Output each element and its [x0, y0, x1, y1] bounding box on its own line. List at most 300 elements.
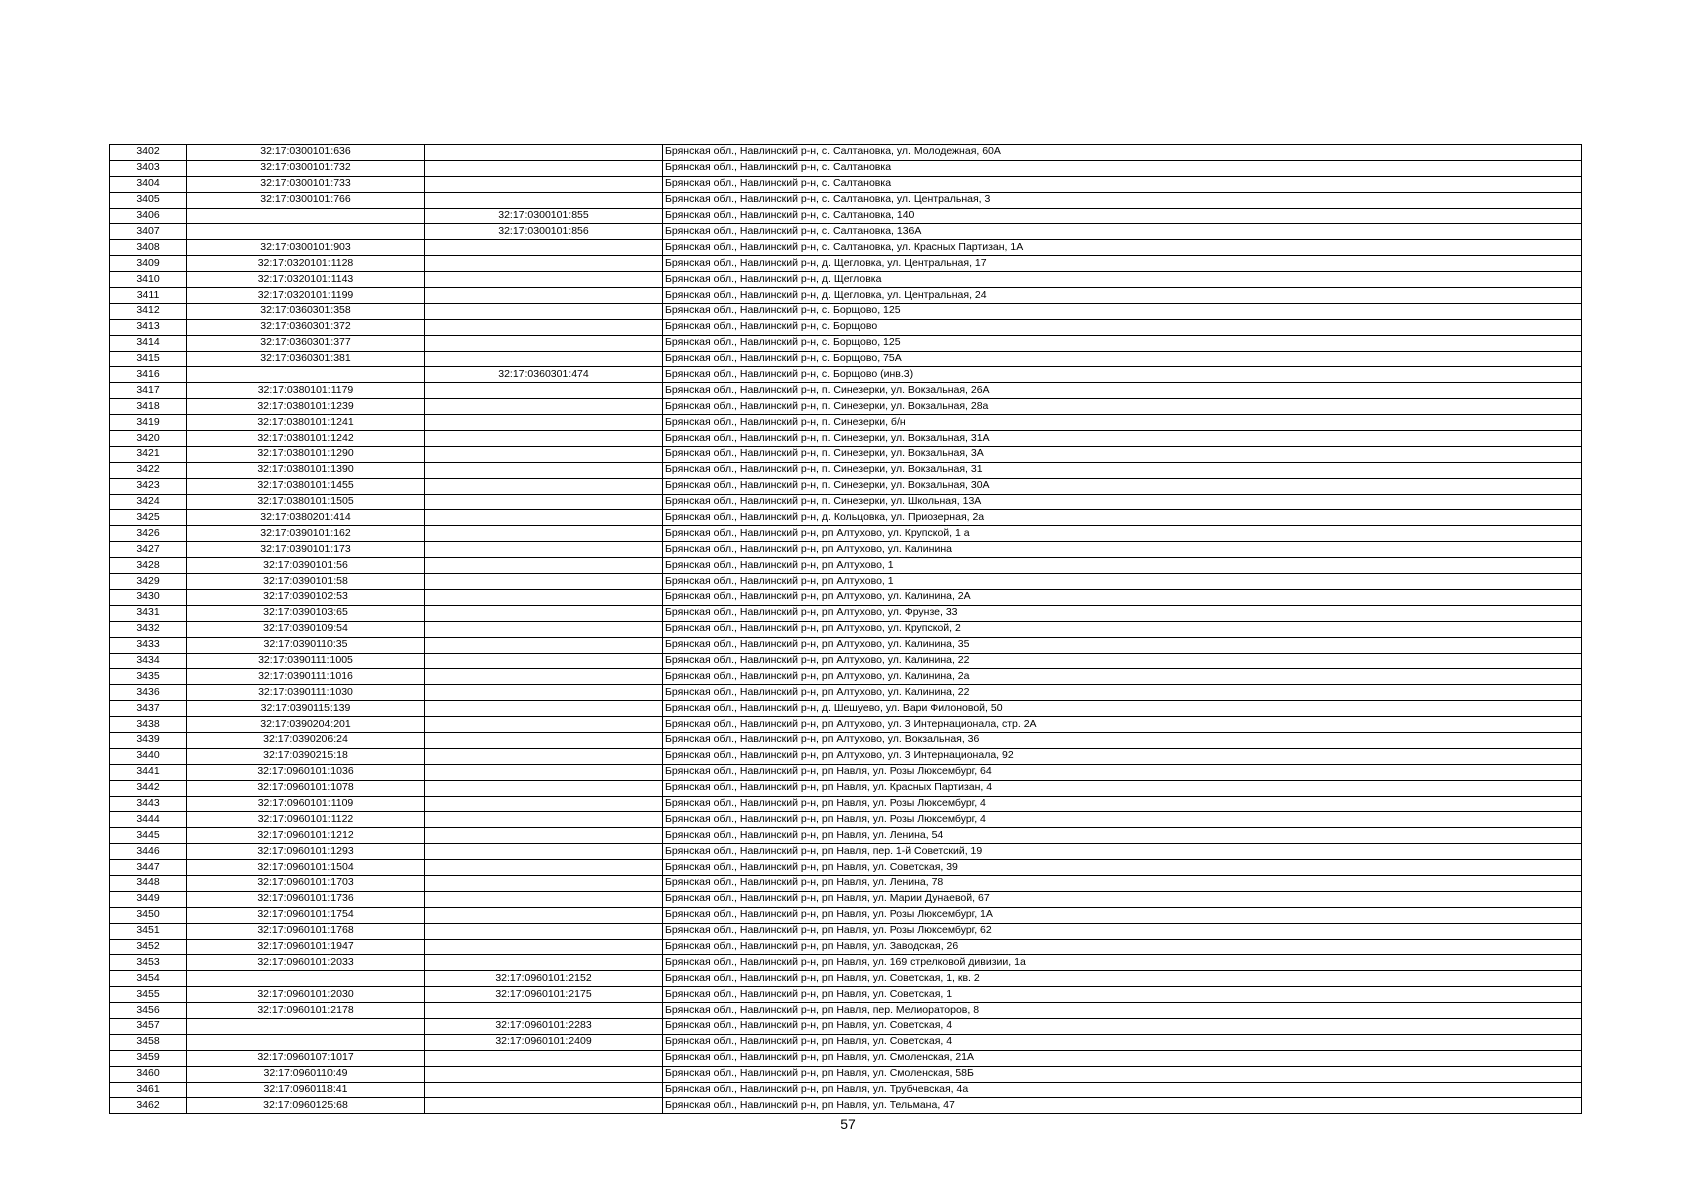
table-row	[110, 605, 1582, 621]
address-cell: Брянская обл., Навлинский р-н, с. Борщово, 75А	[663, 351, 1582, 367]
cadastral-number-secondary-cell	[425, 462, 663, 478]
cadastral-number-cell: 32:17:0390101:56	[187, 558, 425, 574]
row-number-cell: 3461	[110, 1082, 187, 1098]
page-number: 57	[840, 1116, 856, 1132]
table-row	[110, 574, 1582, 590]
cadastral-number-secondary-cell	[425, 748, 663, 764]
cadastral-number-cell: 32:17:0380101:1242	[187, 431, 425, 447]
table-row	[110, 621, 1582, 637]
row-number-cell: 3453	[110, 955, 187, 971]
cadastral-number-cell: 32:17:0960101:1768	[187, 923, 425, 939]
address-cell: Брянская обл., Навлинский р-н, п. Синезерки, ул. Вокзальная, 31	[663, 462, 1582, 478]
address-cell: Брянская обл., Навлинский р-н, рп Навля, ул. Тельмана, 47	[663, 1098, 1582, 1114]
cadastral-number-cell: 32:17:0320101:1128	[187, 256, 425, 272]
row-number-cell: 3434	[110, 653, 187, 669]
address-cell: Брянская обл., Навлинский р-н, рп Навля, ул. Розы Люксембург, 4	[663, 812, 1582, 828]
table-row	[110, 637, 1582, 653]
address-cell: Брянская обл., Навлинский р-н, с. Борщово, 125	[663, 335, 1582, 351]
row-number-cell: 3422	[110, 462, 187, 478]
cadastral-number-cell: 32:17:0960101:1293	[187, 844, 425, 860]
address-cell: Брянская обл., Навлинский р-н, рп Алтухово, ул. Калинина, 35	[663, 637, 1582, 653]
table-row	[110, 685, 1582, 701]
cadastral-number-cell: 32:17:0390101:58	[187, 574, 425, 590]
cadastral-number-secondary-cell	[425, 160, 663, 176]
table-row	[110, 812, 1582, 828]
row-number-cell: 3432	[110, 621, 187, 637]
address-cell: Брянская обл., Навлинский р-н, рп Навля, ул. Смоленская, 58Б	[663, 1066, 1582, 1082]
cadastral-number-cell: 32:17:0390204:201	[187, 717, 425, 733]
row-number-cell: 3429	[110, 574, 187, 590]
address-cell: Брянская обл., Навлинский р-н, рп Навля, ул. Смоленская, 21А	[663, 1050, 1582, 1066]
cadastral-number-secondary-cell	[425, 192, 663, 208]
row-number-cell: 3430	[110, 589, 187, 605]
row-number-cell: 3425	[110, 510, 187, 526]
cadastral-number-secondary-cell	[425, 637, 663, 653]
table-row	[110, 780, 1582, 796]
table-row	[110, 1050, 1582, 1066]
row-number-cell: 3403	[110, 160, 187, 176]
cadastral-number-cell: 32:17:0960101:1703	[187, 875, 425, 891]
cadastral-number-cell: 32:17:0960101:2033	[187, 955, 425, 971]
row-number-cell: 3406	[110, 208, 187, 224]
cadastral-number-cell: 32:17:0390111:1030	[187, 685, 425, 701]
row-number-cell: 3408	[110, 240, 187, 256]
table-row	[110, 192, 1582, 208]
address-cell: Брянская обл., Навлинский р-н, рп Навля, ул. Розы Люксембург, 64	[663, 764, 1582, 780]
cadastral-number-cell: 32:17:0320101:1199	[187, 288, 425, 304]
address-cell: Брянская обл., Навлинский р-н, рп Навля, ул. Заводская, 26	[663, 939, 1582, 955]
row-number-cell: 3418	[110, 399, 187, 415]
table-row	[110, 860, 1582, 876]
cadastral-number-cell: 32:17:0300101:732	[187, 160, 425, 176]
row-number-cell: 3413	[110, 319, 187, 335]
cadastral-number-secondary-cell: 32:17:0960101:2152	[425, 971, 663, 987]
table-row	[110, 1034, 1582, 1050]
row-number-cell: 3409	[110, 256, 187, 272]
row-number-cell: 3414	[110, 335, 187, 351]
table-row	[110, 367, 1582, 383]
table-row	[110, 939, 1582, 955]
address-cell: Брянская обл., Навлинский р-н, рп Навля, пер. 1-й Советский, 19	[663, 844, 1582, 860]
row-number-cell: 3436	[110, 685, 187, 701]
table-row	[110, 764, 1582, 780]
row-number-cell: 3424	[110, 494, 187, 510]
cadastral-number-secondary-cell	[425, 145, 663, 161]
cadastral-number-cell: 32:17:0390115:139	[187, 701, 425, 717]
row-number-cell: 3440	[110, 748, 187, 764]
row-number-cell: 3458	[110, 1034, 187, 1050]
row-number-cell: 3412	[110, 303, 187, 319]
table-row	[110, 335, 1582, 351]
address-cell: Брянская обл., Навлинский р-н, рп Навля, ул. Марии Дунаевой, 67	[663, 891, 1582, 907]
row-number-cell: 3448	[110, 875, 187, 891]
table-row	[110, 558, 1582, 574]
cadastral-number-secondary-cell	[425, 303, 663, 319]
table-row	[110, 272, 1582, 288]
cadastral-number-cell: 32:17:0960101:1078	[187, 780, 425, 796]
cadastral-number-cell: 32:17:0360301:372	[187, 319, 425, 335]
address-cell: Брянская обл., Навлинский р-н, рп Алтухово, ул. Калинина	[663, 542, 1582, 558]
cadastral-number-secondary-cell	[425, 319, 663, 335]
row-number-cell: 3443	[110, 796, 187, 812]
row-number-cell: 3445	[110, 828, 187, 844]
cadastral-number-cell	[187, 971, 425, 987]
address-cell: Брянская обл., Навлинский р-н, с. Салтановка, 136А	[663, 224, 1582, 240]
table-row	[110, 303, 1582, 319]
table-row	[110, 462, 1582, 478]
property-registry-table	[109, 144, 1582, 1114]
cadastral-number-secondary-cell	[425, 176, 663, 192]
address-cell: Брянская обл., Навлинский р-н, д. Щегловка	[663, 272, 1582, 288]
cadastral-number-cell: 32:17:0380101:1505	[187, 494, 425, 510]
row-number-cell: 3423	[110, 478, 187, 494]
cadastral-number-secondary-cell	[425, 446, 663, 462]
cadastral-number-cell: 32:17:0360301:381	[187, 351, 425, 367]
row-number-cell: 3456	[110, 1003, 187, 1019]
cadastral-number-secondary-cell	[425, 701, 663, 717]
cadastral-number-cell: 32:17:0960107:1017	[187, 1050, 425, 1066]
row-number-cell: 3438	[110, 717, 187, 733]
cadastral-number-cell: 32:17:0390215:18	[187, 748, 425, 764]
table-row	[110, 240, 1582, 256]
cadastral-number-secondary-cell	[425, 1098, 663, 1114]
address-cell: Брянская обл., Навлинский р-н, п. Синезерки, б/н	[663, 415, 1582, 431]
table-row	[110, 844, 1582, 860]
cadastral-number-cell: 32:17:0390111:1016	[187, 669, 425, 685]
address-cell: Брянская обл., Навлинский р-н, д. Щегловка, ул. Центральная, 24	[663, 288, 1582, 304]
row-number-cell: 3450	[110, 907, 187, 923]
cadastral-number-secondary-cell	[425, 939, 663, 955]
row-number-cell: 3431	[110, 605, 187, 621]
row-number-cell: 3427	[110, 542, 187, 558]
table-row	[110, 319, 1582, 335]
cadastral-number-secondary-cell	[425, 828, 663, 844]
cadastral-number-cell: 32:17:0960101:1504	[187, 860, 425, 876]
table-row	[110, 526, 1582, 542]
cadastral-number-secondary-cell	[425, 399, 663, 415]
cadastral-number-cell: 32:17:0380101:1241	[187, 415, 425, 431]
row-number-cell: 3439	[110, 732, 187, 748]
cadastral-number-cell: 32:17:0960101:1212	[187, 828, 425, 844]
row-number-cell: 3421	[110, 446, 187, 462]
cadastral-number-cell: 32:17:0390109:54	[187, 621, 425, 637]
cadastral-number-secondary-cell	[425, 478, 663, 494]
cadastral-number-cell: 32:17:0390102:53	[187, 589, 425, 605]
row-number-cell: 3417	[110, 383, 187, 399]
table-row	[110, 1066, 1582, 1082]
cadastral-number-cell: 32:17:0380101:1455	[187, 478, 425, 494]
table-row	[110, 1082, 1582, 1098]
cadastral-number-secondary-cell	[425, 717, 663, 733]
row-number-cell: 3404	[110, 176, 187, 192]
cadastral-number-secondary-cell	[425, 653, 663, 669]
cadastral-number-secondary-cell	[425, 415, 663, 431]
table-row	[110, 224, 1582, 240]
table-row	[110, 1003, 1582, 1019]
address-cell: Брянская обл., Навлинский р-н, рп Навля, ул. Розы Люксембург, 4	[663, 796, 1582, 812]
cadastral-number-cell: 32:17:0360301:377	[187, 335, 425, 351]
table-row	[110, 256, 1582, 272]
address-cell: Брянская обл., Навлинский р-н, рп Навля, ул. Советская, 1	[663, 987, 1582, 1003]
cadastral-number-secondary-cell	[425, 875, 663, 891]
address-cell: Брянская обл., Навлинский р-н, рп Алтухово, ул. Калинина, 2А	[663, 589, 1582, 605]
address-cell: Брянская обл., Навлинский р-н, рп Алтухово, ул. 3 Интернационала, 92	[663, 748, 1582, 764]
address-cell: Брянская обл., Навлинский р-н, п. Синезерки, ул. Вокзальная, 26А	[663, 383, 1582, 399]
cadastral-number-cell: 32:17:0320101:1143	[187, 272, 425, 288]
address-cell: Брянская обл., Навлинский р-н, с. Борщово (инв.3)	[663, 367, 1582, 383]
address-cell: Брянская обл., Навлинский р-н, рп Навля, пер. Мелиораторов, 8	[663, 1003, 1582, 1019]
row-number-cell: 3407	[110, 224, 187, 240]
cadastral-number-secondary-cell	[425, 621, 663, 637]
address-cell: Брянская обл., Навлинский р-н, с. Салтановка, 140	[663, 208, 1582, 224]
table-row	[110, 589, 1582, 605]
cadastral-number-cell: 32:17:0390103:65	[187, 605, 425, 621]
cadastral-number-cell: 32:17:0390101:173	[187, 542, 425, 558]
cadastral-number-secondary-cell	[425, 1082, 663, 1098]
table-row	[110, 208, 1582, 224]
address-cell: Брянская обл., Навлинский р-н, с. Салтановка	[663, 176, 1582, 192]
cadastral-number-cell: 32:17:0960125:68	[187, 1098, 425, 1114]
cadastral-number-cell: 32:17:0380101:1179	[187, 383, 425, 399]
address-cell: Брянская обл., Навлинский р-н, с. Салтановка, ул. Центральная, 3	[663, 192, 1582, 208]
cadastral-number-cell: 32:17:0960101:2030	[187, 987, 425, 1003]
table-row	[110, 923, 1582, 939]
cadastral-number-secondary-cell	[425, 796, 663, 812]
table-row	[110, 431, 1582, 447]
table-row	[110, 145, 1582, 161]
row-number-cell: 3410	[110, 272, 187, 288]
table-row	[110, 955, 1582, 971]
cadastral-number-secondary-cell	[425, 558, 663, 574]
address-cell: Брянская обл., Навлинский р-н, рп Алтухово, 1	[663, 558, 1582, 574]
row-number-cell: 3402	[110, 145, 187, 161]
address-cell: Брянская обл., Навлинский р-н, с. Борщово	[663, 319, 1582, 335]
cadastral-number-secondary-cell: 32:17:0360301:474	[425, 367, 663, 383]
address-cell: Брянская обл., Навлинский р-н, д. Щегловка, ул. Центральная, 17	[663, 256, 1582, 272]
cadastral-number-secondary-cell: 32:17:0960101:2283	[425, 1018, 663, 1034]
cadastral-number-secondary-cell	[425, 272, 663, 288]
address-cell: Брянская обл., Навлинский р-н, рп Навля, ул. Ленина, 54	[663, 828, 1582, 844]
cadastral-number-secondary-cell	[425, 1066, 663, 1082]
cadastral-number-cell: 32:17:0960101:1754	[187, 907, 425, 923]
table-row	[110, 732, 1582, 748]
cadastral-number-secondary-cell	[425, 494, 663, 510]
address-cell: Брянская обл., Навлинский р-н, рп Навля, ул. Розы Люксембург, 1А	[663, 907, 1582, 923]
row-number-cell: 3426	[110, 526, 187, 542]
row-number-cell: 3447	[110, 860, 187, 876]
table-row	[110, 828, 1582, 844]
address-cell: Брянская обл., Навлинский р-н, с. Салтановка, ул. Молодежная, 60А	[663, 145, 1582, 161]
cadastral-number-secondary-cell	[425, 256, 663, 272]
cadastral-number-secondary-cell: 32:17:0300101:856	[425, 224, 663, 240]
cadastral-number-secondary-cell	[425, 860, 663, 876]
table-row	[110, 383, 1582, 399]
cadastral-number-cell	[187, 1034, 425, 1050]
address-cell: Брянская обл., Навлинский р-н, с. Салтановка	[663, 160, 1582, 176]
address-cell: Брянская обл., Навлинский р-н, рп Алтухово, ул. Калинина, 22	[663, 653, 1582, 669]
address-cell: Брянская обл., Навлинский р-н, п. Синезерки, ул. Вокзальная, 28а	[663, 399, 1582, 415]
cadastral-number-secondary-cell	[425, 431, 663, 447]
cadastral-number-cell	[187, 208, 425, 224]
address-cell: Брянская обл., Навлинский р-н, д. Кольцовка, ул. Приозерная, 2а	[663, 510, 1582, 526]
table-row	[110, 160, 1582, 176]
cadastral-number-secondary-cell	[425, 351, 663, 367]
cadastral-number-cell: 32:17:0300101:733	[187, 176, 425, 192]
table-row	[110, 1018, 1582, 1034]
address-cell: Брянская обл., Навлинский р-н, д. Шешуево, ул. Вари Филоновой, 50	[663, 701, 1582, 717]
cadastral-number-secondary-cell	[425, 764, 663, 780]
table-row	[110, 446, 1582, 462]
address-cell: Брянская обл., Навлинский р-н, п. Синезерки, ул. Вокзальная, 30А	[663, 478, 1582, 494]
address-cell: Брянская обл., Навлинский р-н, рп Алтухово, ул. Калинина, 2а	[663, 669, 1582, 685]
cadastral-number-cell: 32:17:0380101:1290	[187, 446, 425, 462]
address-cell: Брянская обл., Навлинский р-н, рп Навля, ул. Советская, 1, кв. 2	[663, 971, 1582, 987]
row-number-cell: 3420	[110, 431, 187, 447]
address-cell: Брянская обл., Навлинский р-н, п. Синезерки, ул. Вокзальная, 3А	[663, 446, 1582, 462]
table-row	[110, 176, 1582, 192]
cadastral-number-secondary-cell	[425, 240, 663, 256]
table-row	[110, 510, 1582, 526]
cadastral-number-secondary-cell: 32:17:0960101:2409	[425, 1034, 663, 1050]
cadastral-number-cell: 32:17:0300101:636	[187, 145, 425, 161]
cadastral-number-secondary-cell	[425, 669, 663, 685]
table-row	[110, 1098, 1582, 1114]
cadastral-number-secondary-cell	[425, 335, 663, 351]
address-cell: Брянская обл., Навлинский р-н, п. Синезерки, ул. Школьная, 13А	[663, 494, 1582, 510]
cadastral-number-cell: 32:17:0960101:1122	[187, 812, 425, 828]
cadastral-number-cell: 32:17:0960101:1036	[187, 764, 425, 780]
row-number-cell: 3419	[110, 415, 187, 431]
row-number-cell: 3457	[110, 1018, 187, 1034]
table-row	[110, 987, 1582, 1003]
cadastral-number-secondary-cell	[425, 589, 663, 605]
row-number-cell: 3452	[110, 939, 187, 955]
cadastral-number-cell	[187, 1018, 425, 1034]
cadastral-number-secondary-cell	[425, 574, 663, 590]
table-row	[110, 748, 1582, 764]
cadastral-number-secondary-cell	[425, 844, 663, 860]
address-cell: Брянская обл., Навлинский р-н, рп Алтухово, ул. Калинина, 22	[663, 685, 1582, 701]
cadastral-number-cell: 32:17:0960101:1736	[187, 891, 425, 907]
cadastral-number-secondary-cell: 32:17:0300101:855	[425, 208, 663, 224]
cadastral-number-secondary-cell	[425, 891, 663, 907]
cadastral-number-cell: 32:17:0960118:41	[187, 1082, 425, 1098]
cadastral-number-cell: 32:17:0960101:1947	[187, 939, 425, 955]
cadastral-number-secondary-cell	[425, 780, 663, 796]
cadastral-number-secondary-cell	[425, 288, 663, 304]
cadastral-number-cell	[187, 367, 425, 383]
cadastral-number-secondary-cell	[425, 1003, 663, 1019]
address-cell: Брянская обл., Навлинский р-н, рп Навля, ул. Советская, 4	[663, 1018, 1582, 1034]
cadastral-number-secondary-cell	[425, 510, 663, 526]
table-row	[110, 494, 1582, 510]
row-number-cell: 3444	[110, 812, 187, 828]
address-cell: Брянская обл., Навлинский р-н, рп Навля, ул. Советская, 4	[663, 1034, 1582, 1050]
table-row	[110, 415, 1582, 431]
cadastral-number-secondary-cell	[425, 812, 663, 828]
table-row	[110, 796, 1582, 812]
address-cell: Брянская обл., Навлинский р-н, с. Салтановка, ул. Красных Партизан, 1А	[663, 240, 1582, 256]
cadastral-number-secondary-cell	[425, 542, 663, 558]
address-cell: Брянская обл., Навлинский р-н, рп Алтухово, ул. Крупской, 2	[663, 621, 1582, 637]
table-row	[110, 907, 1582, 923]
table-row	[110, 399, 1582, 415]
cadastral-number-cell: 32:17:0960101:1109	[187, 796, 425, 812]
registry-table-body	[110, 145, 1582, 1114]
row-number-cell: 3416	[110, 367, 187, 383]
table-row	[110, 701, 1582, 717]
cadastral-number-cell: 32:17:0390111:1005	[187, 653, 425, 669]
cadastral-number-secondary-cell	[425, 526, 663, 542]
row-number-cell: 3455	[110, 987, 187, 1003]
cadastral-number-cell: 32:17:0390101:162	[187, 526, 425, 542]
row-number-cell: 3435	[110, 669, 187, 685]
cadastral-number-cell: 32:17:0390206:24	[187, 732, 425, 748]
cadastral-number-cell: 32:17:0300101:766	[187, 192, 425, 208]
cadastral-number-cell: 32:17:0300101:903	[187, 240, 425, 256]
table-row	[110, 351, 1582, 367]
table-row	[110, 288, 1582, 304]
cadastral-number-cell: 32:17:0390110:35	[187, 637, 425, 653]
row-number-cell: 3451	[110, 923, 187, 939]
cadastral-number-secondary-cell	[425, 907, 663, 923]
row-number-cell: 3460	[110, 1066, 187, 1082]
table-row	[110, 717, 1582, 733]
address-cell: Брянская обл., Навлинский р-н, рп Навля, ул. Советская, 39	[663, 860, 1582, 876]
cadastral-number-secondary-cell	[425, 685, 663, 701]
cadastral-number-cell: 32:17:0360301:358	[187, 303, 425, 319]
row-number-cell: 3454	[110, 971, 187, 987]
table-row	[110, 478, 1582, 494]
table-row	[110, 875, 1582, 891]
address-cell: Брянская обл., Навлинский р-н, рп Алтухово, ул. Вокзальная, 36	[663, 732, 1582, 748]
row-number-cell: 3459	[110, 1050, 187, 1066]
row-number-cell: 3441	[110, 764, 187, 780]
cadastral-number-secondary-cell	[425, 383, 663, 399]
row-number-cell: 3446	[110, 844, 187, 860]
row-number-cell: 3411	[110, 288, 187, 304]
cadastral-number-cell: 32:17:0960110:49	[187, 1066, 425, 1082]
cadastral-number-secondary-cell	[425, 923, 663, 939]
table-row	[110, 891, 1582, 907]
address-cell: Брянская обл., Навлинский р-н, рп Алтухово, ул. 3 Интернационала, стр. 2А	[663, 717, 1582, 733]
table-row	[110, 669, 1582, 685]
address-cell: Брянская обл., Навлинский р-н, рп Алтухово, ул. Фрунзе, 33	[663, 605, 1582, 621]
row-number-cell: 3433	[110, 637, 187, 653]
row-number-cell: 3428	[110, 558, 187, 574]
address-cell: Брянская обл., Навлинский р-н, рп Алтухово, ул. Крупской, 1 а	[663, 526, 1582, 542]
cadastral-number-cell: 32:17:0380101:1390	[187, 462, 425, 478]
cadastral-number-cell	[187, 224, 425, 240]
address-cell: Брянская обл., Навлинский р-н, рп Навля, ул. Красных Партизан, 4	[663, 780, 1582, 796]
address-cell: Брянская обл., Навлинский р-н, рп Алтухово, 1	[663, 574, 1582, 590]
cadastral-number-secondary-cell: 32:17:0960101:2175	[425, 987, 663, 1003]
table-row	[110, 653, 1582, 669]
row-number-cell: 3442	[110, 780, 187, 796]
table-row	[110, 971, 1582, 987]
cadastral-number-cell: 32:17:0380201:414	[187, 510, 425, 526]
row-number-cell: 3415	[110, 351, 187, 367]
cadastral-number-secondary-cell	[425, 732, 663, 748]
address-cell: Брянская обл., Навлинский р-н, рп Навля, ул. Ленина, 78	[663, 875, 1582, 891]
address-cell: Брянская обл., Навлинский р-н, с. Борщово, 125	[663, 303, 1582, 319]
row-number-cell: 3437	[110, 701, 187, 717]
row-number-cell: 3462	[110, 1098, 187, 1114]
row-number-cell: 3405	[110, 192, 187, 208]
row-number-cell: 3449	[110, 891, 187, 907]
cadastral-number-cell: 32:17:0960101:2178	[187, 1003, 425, 1019]
table-row	[110, 542, 1582, 558]
